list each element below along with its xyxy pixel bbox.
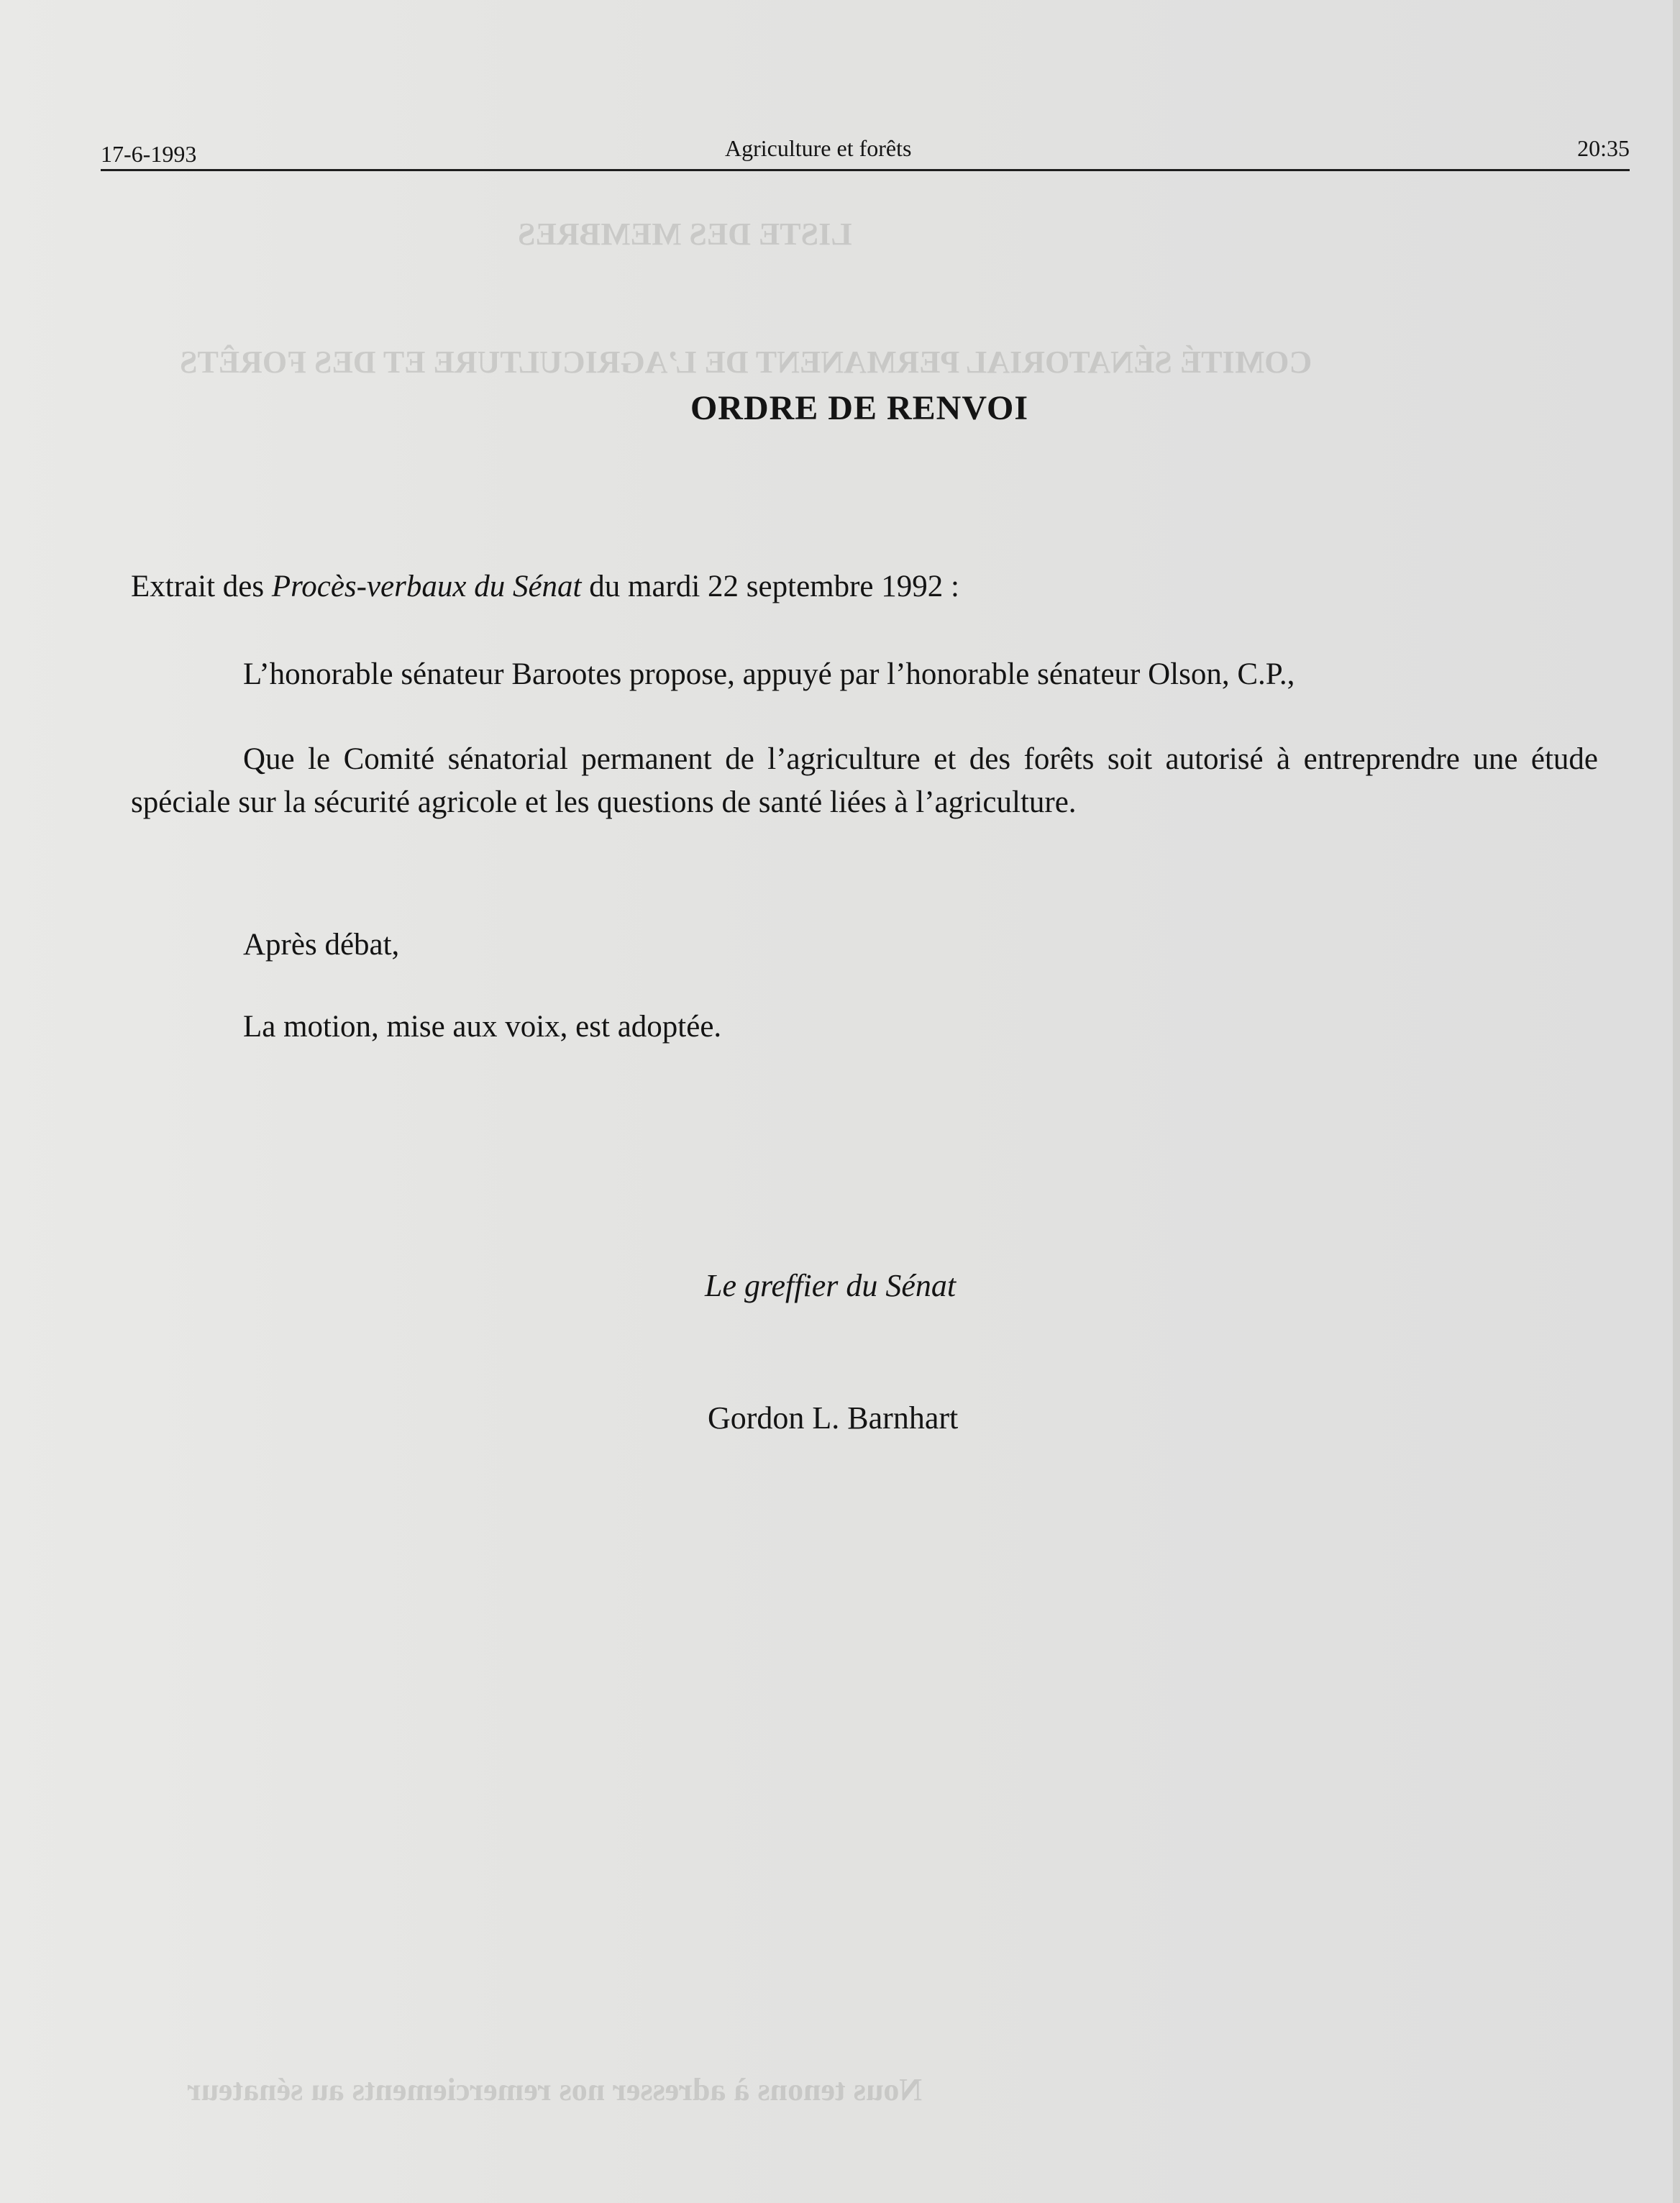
extract-source: Procès-verbaux du Sénat (271, 570, 582, 603)
header-section: Agriculture et forêts (725, 135, 912, 161)
header-rule (101, 169, 1630, 171)
page-edge (1673, 0, 1680, 2203)
signature-name: Gordon L. Barnhart (708, 1400, 959, 1436)
running-header (101, 135, 1630, 167)
bleed-through-text: LISTE DES MEMBRES (518, 216, 852, 252)
extract-suffix: du mardi 22 septembre 1992 : (581, 570, 959, 603)
proposal-paragraph: L’honorable sénateur Barootes propose, appuyé par l’honorable sénateur Olson, C.P., (243, 657, 1295, 691)
header-date: 17-6-1993 (101, 141, 197, 167)
signature-title: Le greffier du Sénat (705, 1268, 957, 1303)
header-page-number: 20:35 (1577, 135, 1630, 161)
resolution-paragraph: Que le Comité sénatorial permanent de l’agriculture et des forêts soit autorisé à entreprendre une étude spéciale sur la sécurité agricole et les questions de santé liées à l’agriculture. (131, 742, 1598, 819)
bleed-through-text: Nous tenons à adresser nos remerciements au sénateur (187, 2072, 923, 2107)
document-title: ORDRE DE RENVOI (690, 389, 1029, 427)
bleed-through-text: COMITÉ SÉNATORIAL PERMANENT DE L’AGRICULTURE ET DES FORÊTS (180, 345, 1312, 380)
motion-line: La motion, mise aux voix, est adoptée. (243, 1010, 722, 1044)
extract-prefix: Extrait des (131, 570, 272, 603)
extract-line (131, 565, 1598, 608)
debate-line: Après débat, (243, 928, 400, 962)
